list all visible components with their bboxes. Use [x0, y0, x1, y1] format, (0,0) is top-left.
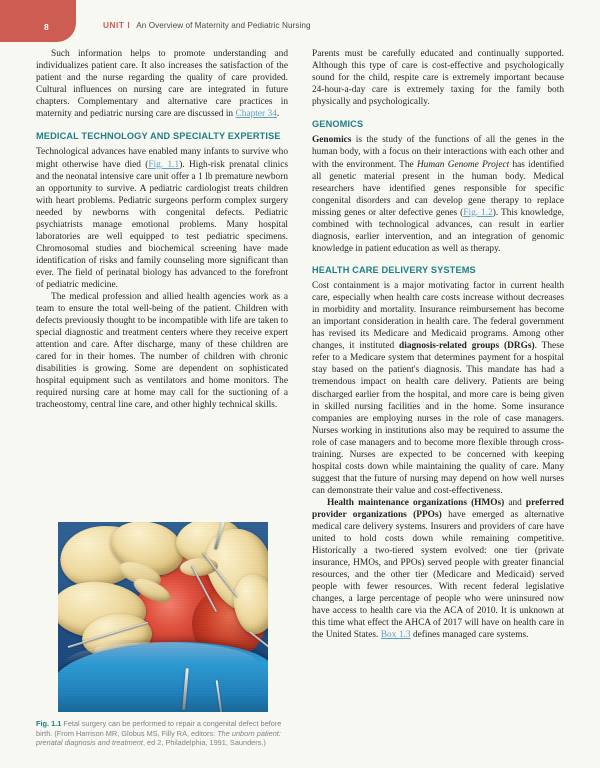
link-fig-1-2[interactable]: Fig. 1.2 — [463, 207, 493, 218]
link-fig-1-1[interactable]: Fig. 1.1 — [148, 159, 180, 170]
figure-source-title: The unborn patient: prenatal diagnosis and treatment — [36, 728, 281, 748]
term-drgs: diagnosis-related groups (DRGs) — [399, 341, 535, 352]
right-column — [312, 48, 564, 748]
page-number: 8 — [44, 22, 49, 32]
running-head-text — [103, 21, 311, 30]
paragraph-technological-advances: Technological advances have enabled many infants to survive who might otherwise have died (Fig. 1.1). High-risk prenatal clinics and the neonatal intensive care unit offer a 1 lb premature newborn an opportunity to survive. A pediatric cardiologist treats children with heart problems. Pediatric surgeons perform complex surgery needed by newborns with congenital defects. Pediatric psychiatrists manage emotional problems. Many hospital laboratories are well equipped to test pediatric specimens. Chromosomal studies and biochemical screening have made identification of risks and family counseling more significant than ever. The field of perinatal biology has advanced to the forefront of pediatric medicine. — [36, 147, 288, 290]
term-ppos: preferred provider organizations (PPOs) — [312, 497, 564, 520]
running-head — [0, 0, 600, 42]
heading-health-care-delivery-systems: HEALTH CARE DELIVERY SYSTEMS — [312, 264, 476, 275]
term-human-genome-project: Human Genome Project — [416, 159, 510, 170]
page-body — [36, 48, 564, 748]
paragraph-medical-profession: The medical profession and allied health agencies work as a team to ensure the total well-being of the patient. Children with defects previously thought to be incompatible with life are taken to special diagnostic and treatment centers where they receive expert attention and care. After discharge, many of these children are cared for in their homes. The number of children with chronic disabilities is growing. Some are dependent on sophisticated hospital equipment such as ventilators and home monitors. The required nursing care at home may call for the suctioning of a tracheostomy, central line care, and other highly technical skills. — [36, 292, 288, 411]
left-column — [36, 48, 288, 748]
link-chapter-34[interactable]: Chapter 34 — [235, 109, 277, 120]
paragraph-cost-containment: Cost containment is a major motivating factor in current health care, especially when health care costs increase without decreases in morbidity and mortality. Insurance reimbursement has become an important consideration in health care. The federal government has revised its Medicare and Medicaid programs. Among other changes, it instituted diagnosis-related groups (DRGs). These refer to a Medicare system that determines payment for a hospital stay based on the patient's diagnosis. This mandate has had a tremendous impact on health care delivery. Patients are being discharged earlier from the hospital, and more care is being given in skilled nursing facilities and in the home. Some insurance companies are employing nurses in the role of case managers. Nurses working in institutions also may be required to assume the role of case managers and to become more flexible through cross-training. Nurses are expected to be concerned with keeping hospital costs down while maintaining the quality of care. Many suggest that the future of nursing may depend on how well nurses can demonstrate their value and cost-effectiveness. — [312, 281, 564, 496]
link-box-1-3[interactable]: Box 1.3 — [380, 630, 411, 641]
heading-genomics: GENOMICS — [312, 119, 364, 130]
heading-medical-technology: MEDICAL TECHNOLOGY AND SPECIALTY EXPERTISE — [36, 131, 281, 142]
figure-caption: Fig. 1.1 Fetal surgery can be performed to repair a congenital defect before birth. (From Harrison MR, Globus MS, Filly RA, editors: The unborn patient: prenatal diagnosis and treatment, ed 2, Philadelphia, 1991, Saunders.) — [36, 719, 282, 748]
paragraph-respite-care: Parents must be carefully educated and continually supported. Although this type of care is cost-effective and psychologically sound for the child, respite care is extremely important because 24-hour-a-day care is extremely taxing for the family both physically and psychologically. — [312, 49, 564, 108]
folio-block — [0, 0, 76, 42]
figure-label: Fig. 1.1 — [36, 719, 62, 729]
fetal-surgery-photo — [58, 522, 268, 712]
term-hmos: Health maintenance organizations (HMOs) — [327, 497, 505, 508]
running-head-title: An Overview of Maternity and Pediatric Nursing — [136, 21, 311, 30]
term-genomics: Genomics — [312, 135, 352, 146]
paragraph-hmo-ppo: Health maintenance organizations (HMOs) and preferred provider organizations (PPOs) have emerged as alternative medical care delivery systems. Insurers and providers of care have united to hold costs down while remaining competitive. Historically a two-tiered system evolved: one tier (private insurance, HMOs, and PPOs) served people with greater financial resources, and the other tier (Medicare and Medicaid) served people with fewer resources. With recent federal legislative changes, a large percentage of people who were uninsured now have access to health care via the ACA of 2010. It is unknown at this time what effect the AHCA of 2017 will have on health care in the United States. Box 1.3 defines managed care systems. — [312, 497, 565, 641]
paragraph-cultural-influences: Such information helps to promote understanding and individualizes patient care. It also increases the satisfaction of the patient and the nurse regarding the quality of care provided. Cultural influences on nursing care are integrated in future chapters. Complementary and alternative care practices in maternity and pediatric nursing care are discussed in Chapter 34. — [36, 49, 288, 120]
figure-1-1 — [36, 522, 288, 748]
paragraph-genomics: Genomics is the study of the functions of all the genes in the human body, with a focus on their interactions with each other and with the environment. The Human Genome Project has identified all genetic material present in the human body. Medical researchers have identified genes responsible for specific congenital disorders and can develop gene therapy to replace missing genes or alter defective genes (Fig. 1.2). This knowledge, combined with technological advances, can result in earlier diagnosis, earlier intervention, and an integration of genomic knowledge in patient education as well as therapy. — [312, 135, 564, 254]
running-head-unit: UNIT I — [103, 21, 131, 30]
